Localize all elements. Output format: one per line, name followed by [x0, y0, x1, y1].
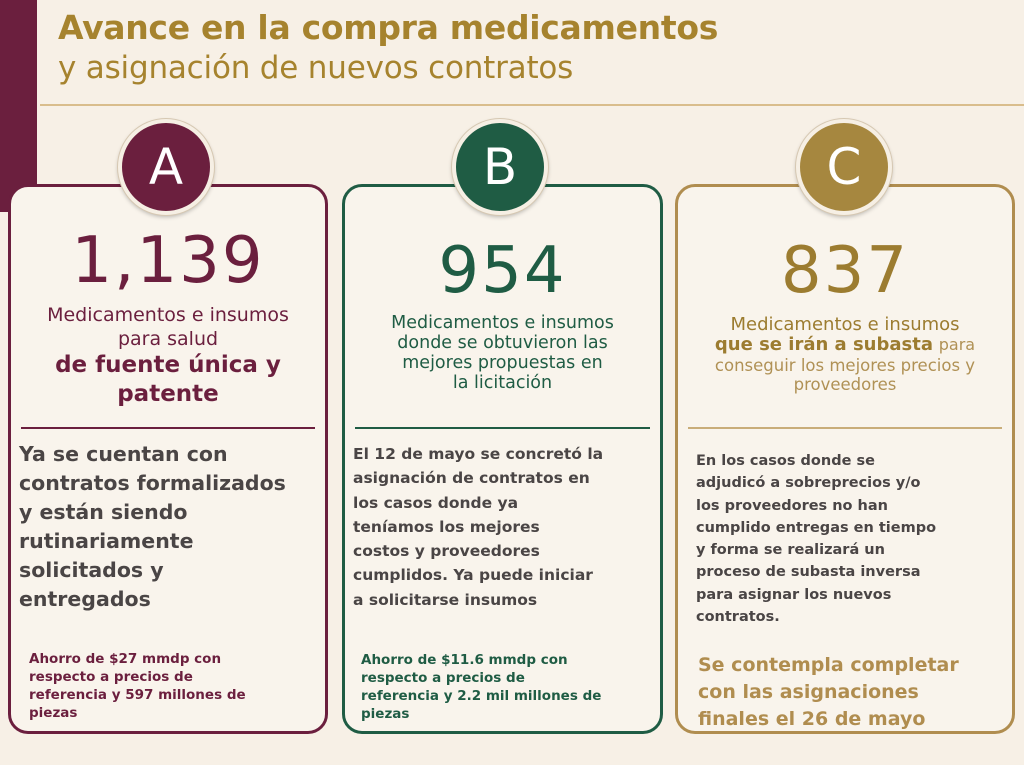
card-b-body-line-1: El 12 de mayo se concretó la — [353, 445, 604, 463]
badge-b-letter: B — [482, 138, 518, 196]
card-c-number: 837 — [780, 234, 910, 308]
badge-a-letter: A — [148, 138, 184, 196]
card-b-body-line-2: asignación de contratos en — [353, 469, 590, 488]
card-b-body-line-7: a solicitarse insumos — [353, 590, 538, 609]
card-a-number: 1,139 — [71, 224, 265, 298]
card-b-number: 954 — [438, 234, 567, 308]
card-c-desc-connector: para — [938, 335, 976, 354]
card-c-body-line-6: proceso de subasta inversa — [696, 564, 921, 581]
page-subtitle: y asignación de nuevos contratos — [58, 50, 574, 86]
card-b-body — [353, 442, 603, 612]
card-b-footer-line-3: referencia y 2.2 mil millones de — [361, 688, 602, 704]
card-b-desc-line-1: Medicamentos e insumos — [391, 313, 614, 333]
badge-a — [118, 119, 214, 215]
decorative-side-bar — [0, 0, 37, 212]
card-b-desc-line-2: donde se obtuvieron las — [397, 333, 608, 353]
card-a-body — [19, 440, 286, 614]
card-c-desc-line-1: Medicamentos e insumos — [730, 314, 960, 335]
page-title: Avance en la compra medicamentos — [58, 8, 719, 47]
card-b-body-line-3: los casos donde ya — [353, 493, 519, 512]
title-divider — [40, 104, 1024, 106]
card-b-body-line-4: teníamos los mejores — [353, 517, 540, 536]
card-b-divider — [355, 427, 650, 429]
card-c-footer-line-3: finales el 26 de mayo — [698, 708, 926, 730]
card-b — [342, 184, 663, 734]
card-a-desc-line-2: para salud — [117, 328, 219, 350]
card-c-desc-line-2 — [682, 335, 1008, 355]
card-c-body-line-1: En los casos donde se — [696, 453, 875, 469]
card-a-body-line-3: y están siendo — [19, 500, 188, 524]
card-b-footer — [361, 651, 601, 723]
card-b-body-line-6: cumplidos. Ya puede iniciar — [353, 566, 593, 585]
card-a-desc-line-3: de fuente única y — [55, 352, 281, 378]
card-a-divider — [21, 427, 315, 429]
card-b-body-line-5: costos y proveedores — [353, 542, 540, 561]
card-c — [675, 184, 1015, 734]
card-c-body-line-7: para asignar los nuevos — [696, 586, 892, 603]
card-c-footer-line-1: Se contempla completar — [698, 654, 959, 676]
card-a-body-line-1: Ya se cuentan con — [19, 442, 228, 466]
card-a-footer-line-4: piezas — [29, 705, 78, 721]
card-a-body-line-4: rutinariamente — [19, 529, 194, 553]
card-a-body-line-6: entregados — [19, 587, 151, 611]
card-a-desc-line-4: patente — [117, 381, 219, 407]
card-a-body-line-5: solicitados y — [19, 558, 164, 582]
card-a-body-line-2: contratos formalizados — [19, 471, 286, 495]
card-c-body-line-4: cumplido entregas en tiempo — [696, 519, 937, 536]
card-c-body — [696, 450, 936, 628]
card-c-desc-line-4: proveedores — [793, 375, 897, 394]
card-a-footer-line-1: Ahorro de $27 mmdp con — [29, 651, 222, 667]
card-b-footer-line-4: piezas — [361, 706, 410, 722]
card-a-footer-line-2: respecto a precios de — [29, 669, 193, 685]
card-c-footer-line-2: con las asignaciones — [698, 681, 919, 703]
card-a — [8, 184, 328, 734]
card-b-footer-line-2: respecto a precios de — [361, 670, 525, 686]
card-b-desc-line-3: mejores propuestas en — [402, 353, 603, 373]
card-c-footer — [698, 652, 959, 733]
badge-b — [452, 119, 548, 215]
card-c-divider — [688, 427, 1002, 429]
card-c-body-line-8: contratos. — [696, 609, 780, 626]
card-c-body-line-2: adjudicó a sobreprecios y/o — [696, 475, 921, 492]
card-b-desc-line-4: la licitación — [452, 373, 553, 393]
badge-c — [796, 119, 892, 215]
card-c-desc-line-3: conseguir los mejores precios y — [714, 356, 976, 375]
badge-c-letter: C — [826, 138, 862, 196]
card-a-footer-line-3: referencia y 597 millones de — [29, 687, 246, 703]
card-c-desc-emphasis: que se irán a subasta — [714, 334, 933, 355]
card-b-footer-line-1: Ahorro de $11.6 mmdp con — [361, 652, 568, 668]
card-a-desc-line-1: Medicamentos e insumos — [47, 304, 289, 326]
card-c-body-line-3: los proveedores no han — [696, 497, 888, 514]
card-c-body-line-5: y forma se realizará un — [696, 542, 885, 559]
card-a-footer — [29, 650, 246, 722]
